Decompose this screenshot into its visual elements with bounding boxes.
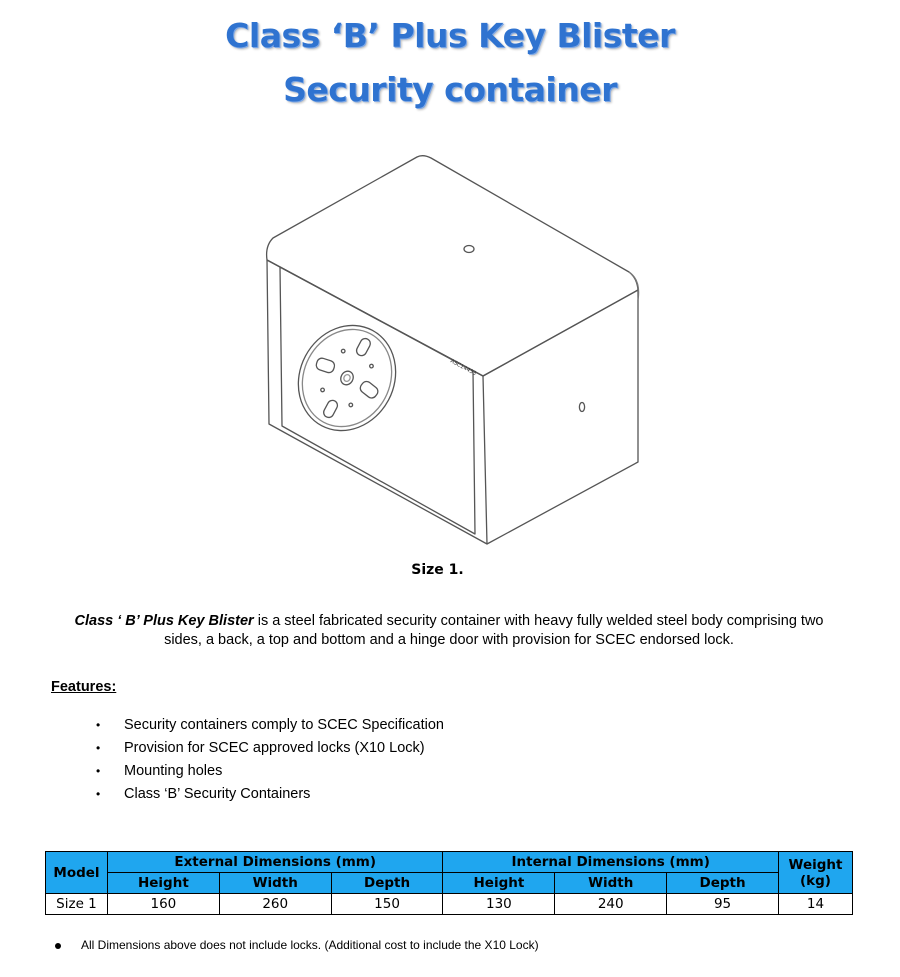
bullet: •: [96, 741, 101, 755]
side-mounting-hole: [579, 403, 584, 412]
cell-ext-width: 260: [219, 894, 331, 915]
list-item: • Mounting holes: [96, 760, 444, 783]
features-list: [96, 714, 444, 806]
product-name: Class ‘ B’ Plus Key Blister: [74, 613, 254, 629]
cell-ext-depth: 150: [331, 894, 443, 915]
cell-int-height: 130: [443, 894, 555, 915]
list-item: • Security containers comply to SCEC Specification: [96, 714, 444, 737]
footnote: [55, 938, 539, 952]
cell-int-depth: 95: [667, 894, 779, 915]
ext-height-header: Height: [107, 873, 219, 894]
bullet: •: [96, 764, 101, 778]
bullet-dot: [55, 943, 61, 949]
weight-header: Weight (kg): [778, 852, 852, 894]
int-height-header: Height: [443, 873, 555, 894]
container-front-face: [267, 260, 487, 544]
internal-dimensions-header: Internal Dimensions (mm): [443, 852, 779, 873]
model-header: Model: [46, 852, 108, 894]
dimensions-table: [45, 851, 853, 915]
figure-caption: Size 1.: [411, 562, 464, 578]
bullet: •: [96, 787, 101, 801]
lock-dial: [280, 308, 414, 447]
external-dimensions-header: External Dimensions (mm): [107, 852, 443, 873]
container-door-panel: [280, 267, 475, 534]
cell-ext-height: 160: [107, 894, 219, 915]
container-top-face: [267, 156, 638, 376]
cell-model: Size 1: [46, 894, 108, 915]
cell-int-width: 240: [555, 894, 667, 915]
list-item: • Class ‘B’ Security Containers: [96, 783, 444, 806]
int-width-header: Width: [555, 873, 667, 894]
int-depth-header: Depth: [667, 873, 779, 894]
ext-depth-header: Depth: [331, 873, 443, 894]
description-text: is a steel fabricated security container with heavy fully welded steel body comprising two sides, a back, a top and bottom and a hinge door with provision for SCEC endorsed lock.: [164, 613, 824, 648]
table-header-row: [46, 852, 853, 873]
product-description: [60, 612, 838, 650]
security-container-drawing: [255, 150, 655, 555]
footnote-text: All Dimensions above does not include locks. (Additional cost to include the X10 Lock): [81, 938, 539, 952]
features-heading: Features:: [51, 679, 117, 695]
bullet: •: [96, 718, 101, 732]
cell-weight: 14: [778, 894, 852, 915]
table-row: [46, 894, 853, 915]
list-item: • Provision for SCEC approved locks (X10 Lock): [96, 737, 444, 760]
page-title-line-2: Security container: [283, 70, 617, 109]
ext-width-header: Width: [219, 873, 331, 894]
page-title-line-1: Class ‘B’ Plus Key Blister: [225, 16, 675, 55]
plate-text: ASC14433: [449, 358, 478, 378]
table-subheader-row: [46, 873, 853, 894]
container-side-face: [483, 290, 638, 544]
top-mounting-hole: [464, 246, 474, 253]
